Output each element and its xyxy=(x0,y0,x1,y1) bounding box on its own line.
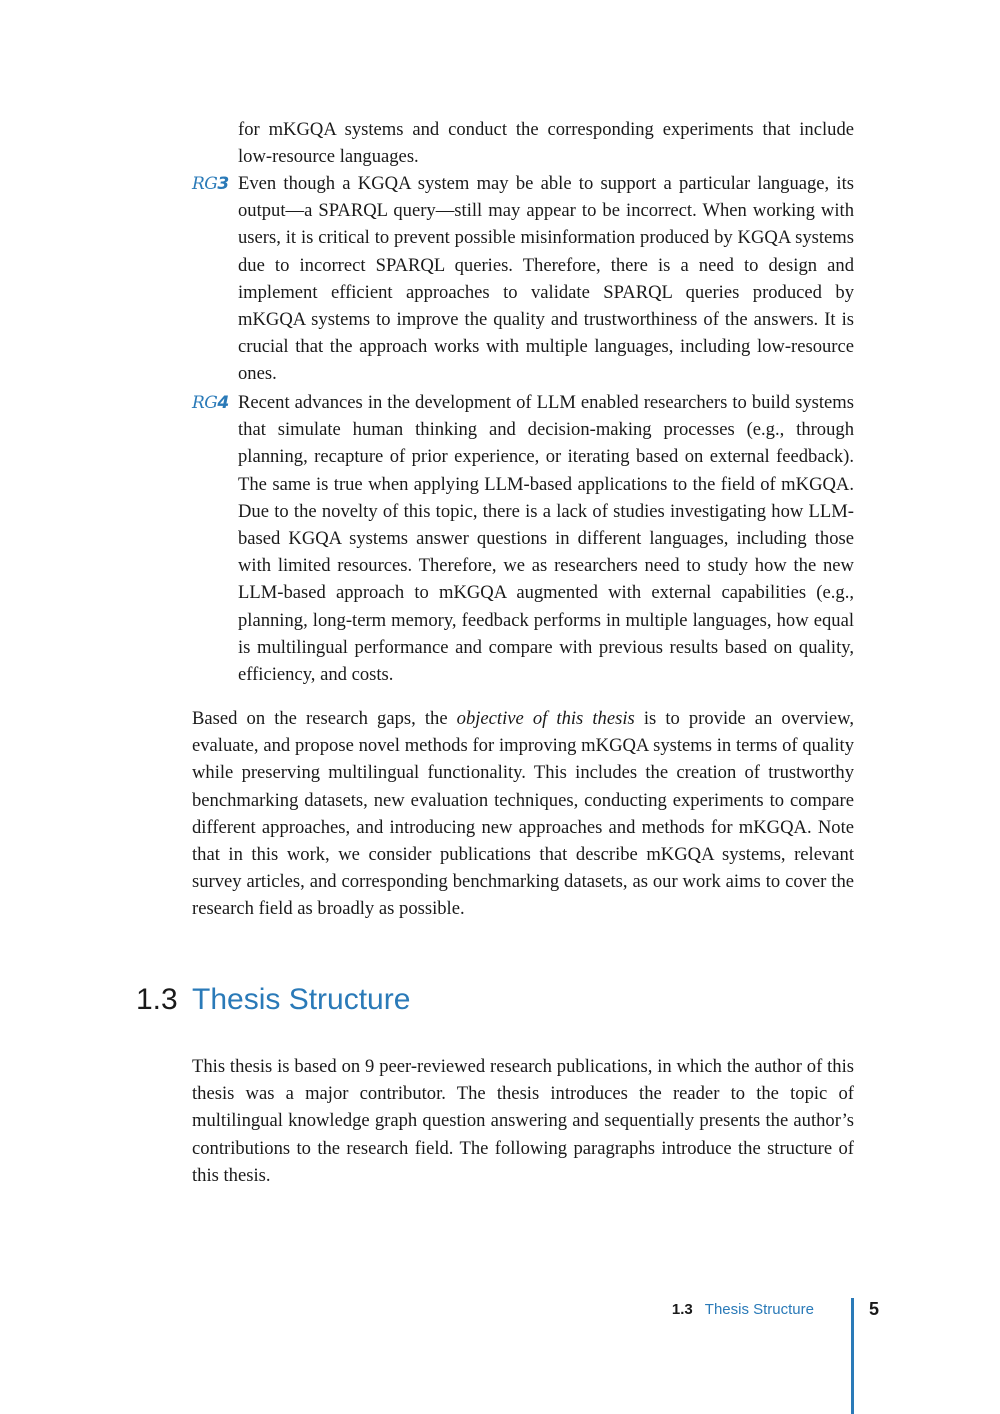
research-gap-item-3 xyxy=(192,170,854,388)
research-gap-label-number: 4 xyxy=(217,393,230,413)
research-gap-label-number: 3 xyxy=(217,174,230,194)
research-gap-label xyxy=(192,170,238,198)
research-gap-label xyxy=(192,389,238,417)
section-number: 1.3 xyxy=(136,983,178,1016)
running-head-section-title: Thesis Structure xyxy=(704,1301,814,1318)
research-gap-item-4 xyxy=(192,389,854,688)
page-number: 5 xyxy=(869,1299,880,1319)
objective-text-after: is to provide an overview, evaluate, and propose novel methods for improving mKGQA systems in terms of quality while preserving multilingual functionality. This includes the creation of trustworthy benchmarking datasets, new evaluation techniques, conducting experiments to compare different approaches, and introducing new approaches and methods for mKGQA. Note that in this work, we consider publications that describe mKGQA systems, relevant survey articles, and corresponding benchmarking datasets, as our work aims to cover the research field as broadly as possible. xyxy=(192,708,855,920)
objective-paragraph xyxy=(192,705,854,923)
structure-paragraph: This thesis is based on 9 peer-reviewed research publications, in which the author of this thesis was a major contributor. The thesis introduces the reader to the topic of multilingual knowledge graph question answering and sequentially presents the author’s contributions to the research field. The following paragraphs introduce the structure of this thesis. xyxy=(192,1056,854,1186)
rg2-continuation-text: for mKGQA systems and conduct the corresponding experiments that include low-resource languages. xyxy=(238,119,854,168)
footer-divider-rule xyxy=(851,1298,854,1414)
page-footer xyxy=(0,1298,1000,1414)
section-title: Thesis Structure xyxy=(192,983,411,1016)
research-gap-text: Even though a KGQA system may be able to support a particular language, its output—a SPARQL query—still may appear to be incorrect. When working with users, it is critical to prevent possible misinformation produced by KGQA systems due to incorrect SPARQL queries. Therefore, there is a need to design and implement efficient approaches to validate SPARQL queries produced by mKGQA systems to improve the quality and trustworthiness of the answers. It is crucial that the approach works with multiple languages, including low-resource ones. xyxy=(238,173,854,385)
research-gap-label-script: RG xyxy=(192,174,218,194)
research-gap-label-script: RG xyxy=(192,393,218,413)
running-head xyxy=(672,1301,814,1318)
running-head-section-number: 1.3 xyxy=(671,1301,693,1318)
research-gap-text: Recent advances in the development of LLM enabled researchers to build systems that simulate human thinking and decision-making processes (e.g., through planning, recapture of prior experience, or iterating based on external feedback). The same is true when applying LLM-based applications to the field of mKGQA. Due to the novelty of this topic, there is a lack of studies investigating how LLM-based KGQA systems answer questions in different languages, including those with limited resources. Therefore, we as researchers need to study how the new LLM-based approach to mKGQA augmented with external capabilities (e.g., planning, long-term memory, feedback performs in multiple languages, how equal is multilingual performance and compare with previous results based on quality, efficiency, and costs. xyxy=(238,392,854,686)
objective-emphasis: objective of this thesis xyxy=(456,708,635,729)
objective-text-before: Based on the research gaps, the xyxy=(192,708,457,729)
section-heading xyxy=(136,980,410,1020)
